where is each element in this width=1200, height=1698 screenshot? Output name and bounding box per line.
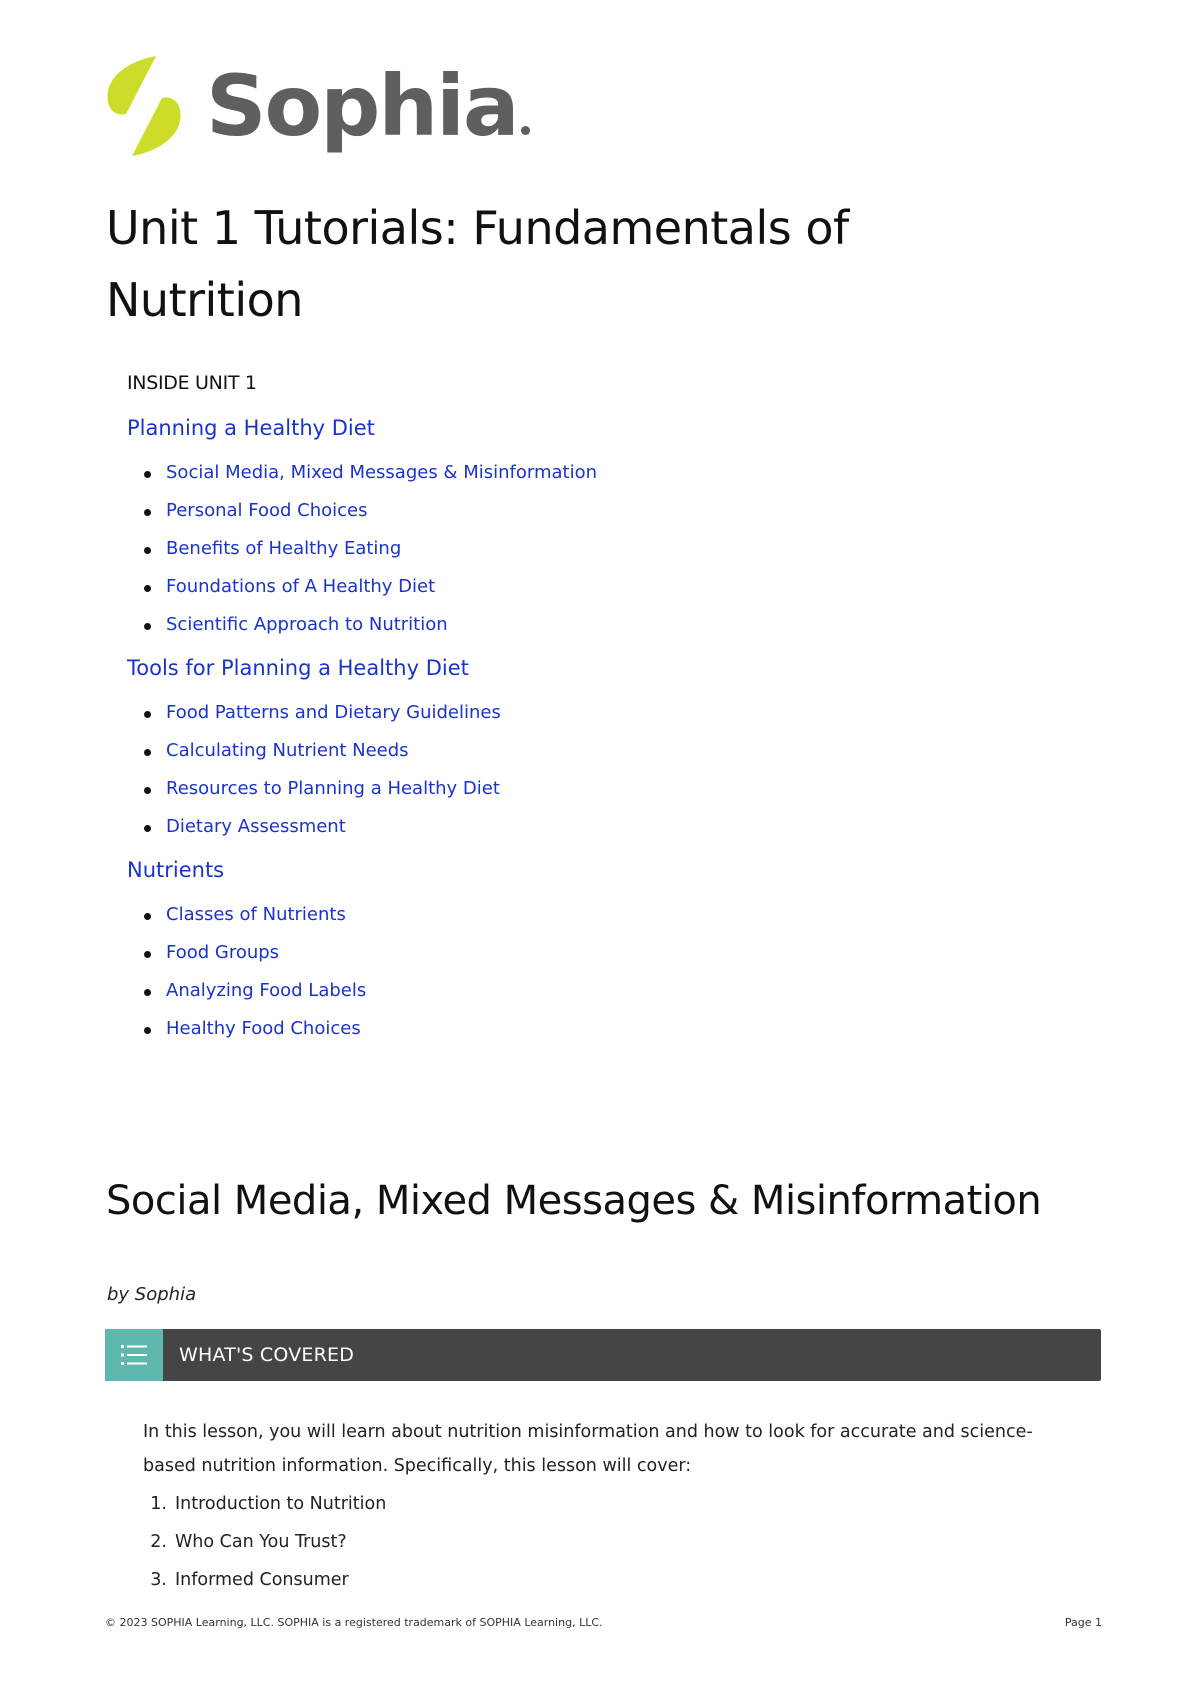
unit-toc (127, 372, 1027, 1060)
list-number: 1. (150, 1494, 167, 1514)
list-item (143, 1485, 386, 1523)
toc-heading: INSIDE UNIT 1 (127, 372, 257, 394)
sophia-mark-icon (104, 54, 184, 158)
list-text: Introduction to Nutrition (175, 1494, 387, 1514)
list-text: Who Can You Trust? (175, 1532, 347, 1552)
list-item (144, 694, 1027, 732)
sophia-wordmark: Sophia (206, 64, 530, 148)
list-item (143, 1523, 386, 1561)
toc-list (127, 694, 1027, 846)
list-item (144, 934, 1027, 972)
lesson-intro: In this lesson, you will learn about nutrition misinformation and how to look for accurate and science-based nutrition information. Specifically, this lesson will cover: (143, 1422, 1033, 1476)
toc-section-tools (127, 656, 1027, 846)
whats-covered-label: WHAT'S COVERED (179, 1344, 355, 1366)
section-link-planning-a-healthy-diet[interactable]: Planning a Healthy Diet (127, 416, 375, 440)
list-item (144, 770, 1027, 808)
lesson-title: Social Media, Mixed Messages & Misinformation (106, 1178, 1042, 1224)
toc-link[interactable]: Food Groups (166, 942, 280, 963)
toc-list (127, 896, 1027, 1048)
list-item (143, 1561, 386, 1599)
toc-link[interactable]: Resources to Planning a Healthy Diet (166, 778, 500, 799)
toc-link[interactable]: Foundations of A Healthy Diet (166, 576, 436, 597)
list-item (144, 530, 1027, 568)
toc-link[interactable]: Classes of Nutrients (166, 904, 346, 925)
list-number: 3. (150, 1570, 167, 1590)
unit-title: Unit 1 Tutorials: Fundamentals of Nutrition (106, 201, 849, 327)
toc-list (127, 454, 1027, 644)
section-link-nutrients[interactable]: Nutrients (127, 858, 225, 882)
list-item (144, 732, 1027, 770)
covered-topics-list (143, 1485, 386, 1599)
toc-section-planning (127, 416, 1027, 644)
toc-link[interactable]: Scientific Approach to Nutrition (166, 614, 448, 635)
toc-link[interactable]: Analyzing Food Labels (166, 980, 367, 1001)
toc-link[interactable]: Benefits of Healthy Eating (166, 538, 402, 559)
whats-covered-bar (105, 1329, 1101, 1381)
toc-link[interactable]: Food Patterns and Dietary Guidelines (166, 702, 501, 723)
list-item (144, 1010, 1027, 1048)
footer-copyright: © 2023 SOPHIA Learning, LLC. SOPHIA is a registered trademark of SOPHIA Learning, LLC. (105, 1616, 603, 1629)
list-item (144, 454, 1027, 492)
list-item (144, 492, 1027, 530)
list-icon (105, 1329, 163, 1381)
list-item (144, 606, 1027, 644)
toc-link[interactable]: Calculating Nutrient Needs (166, 740, 409, 761)
toc-link[interactable]: Dietary Assessment (166, 816, 346, 837)
toc-link[interactable]: Social Media, Mixed Messages & Misinformation (166, 462, 597, 483)
toc-link[interactable]: Healthy Food Choices (166, 1018, 361, 1039)
list-text: Informed Consumer (175, 1570, 349, 1590)
list-item (144, 568, 1027, 606)
list-item (144, 808, 1027, 846)
list-number: 2. (150, 1532, 167, 1552)
sophia-logo (104, 54, 530, 158)
list-item (144, 896, 1027, 934)
section-link-tools-for-planning[interactable]: Tools for Planning a Healthy Diet (127, 656, 469, 680)
byline: by Sophia (107, 1284, 197, 1305)
toc-section-nutrients (127, 858, 1027, 1048)
page-number: Page 1 (1064, 1616, 1102, 1629)
list-item (144, 972, 1027, 1010)
toc-link[interactable]: Personal Food Choices (166, 500, 368, 521)
